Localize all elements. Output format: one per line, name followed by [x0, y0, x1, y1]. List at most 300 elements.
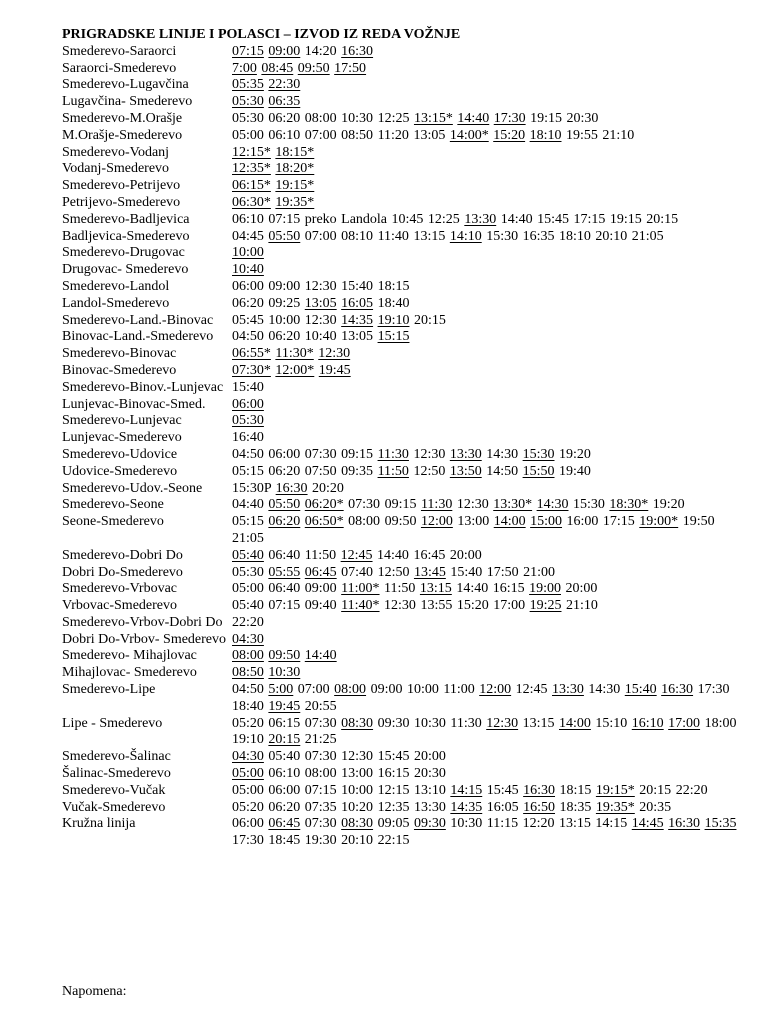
departure-time: 17:50 [486, 564, 519, 580]
departure-time: 17:50 [334, 60, 367, 76]
departure-times [232, 111, 742, 128]
departure-time: 06:30* [232, 194, 271, 210]
departure-time: 09:00 [304, 581, 337, 597]
departure-time: 04:40 [232, 497, 264, 513]
departure-time: 21:00 [523, 564, 556, 580]
departure-time: 12:30 [304, 312, 337, 328]
departure-time: 05:20 [232, 799, 264, 815]
route-name: Landol-Smederevo [62, 295, 170, 311]
departure-times [232, 229, 742, 246]
departure-time: 19:10 [377, 312, 410, 328]
departure-times [232, 363, 742, 380]
departure-time: 09:50 [268, 648, 301, 664]
departure-time: 10:00 [406, 682, 439, 698]
departure-times [232, 178, 742, 195]
timetable-row [62, 648, 742, 665]
timetable-row [62, 380, 742, 397]
departure-time: 13:10 [413, 782, 446, 798]
departure-time: 09:30 [377, 715, 410, 731]
timetable-row [62, 497, 742, 514]
departure-times [232, 548, 742, 565]
departure-time: 11:30 [420, 497, 453, 513]
departure-time: 19:50 [682, 514, 715, 530]
departure-time: 05:40 [268, 749, 301, 765]
departure-time: 07:30 [304, 816, 337, 832]
departure-time: 12:00* [275, 362, 315, 378]
departure-time: 10:00 [232, 245, 264, 261]
timetable-row [62, 111, 742, 128]
departure-time: 19:15* [595, 782, 635, 798]
departure-times [232, 497, 742, 514]
departure-time: 14:15 [595, 816, 628, 832]
departure-time: 06:40 [268, 581, 301, 597]
timetable-row [62, 262, 742, 279]
departure-time: 19:25 [529, 598, 562, 614]
departure-time: 06:20* [304, 497, 344, 513]
departure-time: 12:25 [427, 211, 460, 227]
departure-time: 12:30 [341, 749, 374, 765]
departure-time: 11:50 [384, 581, 416, 597]
departure-time: 06:10 [268, 766, 301, 782]
departure-time: 12:50 [413, 463, 446, 479]
departure-times [232, 783, 742, 800]
departure-time: 20:30 [413, 766, 446, 782]
departure-time: 07:30 [348, 497, 381, 513]
departure-times [232, 279, 742, 296]
page-title: PRIGRADSKE LINIJE I POLASCI – IZVOD IZ REDA VOŽNJE [62, 27, 461, 42]
departure-time: 09:15 [341, 446, 374, 462]
departure-time: 16:40 [232, 430, 264, 446]
departure-time: 07:35 [304, 799, 337, 815]
note-label: Napomena: [62, 984, 127, 999]
departure-time: 15:45 [377, 749, 410, 765]
departure-times [232, 514, 742, 548]
departure-time: 17:30 [232, 833, 264, 849]
departure-time: 17:15 [602, 514, 635, 530]
departure-times [232, 481, 742, 498]
route-name: Smederevo-Vodanj [62, 144, 170, 160]
departure-time: 17:30 [697, 682, 730, 698]
departure-time: 14:35 [450, 799, 483, 815]
departure-time: 16:30 [275, 480, 308, 496]
departure-time: 19:15 [530, 110, 563, 126]
departure-time: 18:15 [377, 278, 410, 294]
departure-time: 06:00 [268, 782, 301, 798]
departure-time: 12:50 [377, 564, 410, 580]
departure-time: 04:30 [232, 631, 264, 647]
departure-time: 7:00 [232, 60, 257, 76]
departure-time: 04:45 [232, 228, 264, 244]
departure-time: 21:25 [304, 732, 337, 748]
departure-time: 18:15* [275, 144, 315, 160]
route-name: Badljevica-Smederevo [62, 228, 190, 244]
departure-times [232, 648, 742, 665]
route-name: Binovac-Land.-Smederevo [62, 329, 214, 345]
departure-time: 16:15 [377, 766, 410, 782]
departure-time: 09:40 [304, 598, 337, 614]
departure-time: 12:30 [304, 278, 337, 294]
departure-times [232, 128, 742, 145]
departure-time: 06:00 [232, 396, 264, 412]
departure-time: 07:00 [304, 127, 337, 143]
route-name: Lunjevac-Smederevo [62, 430, 182, 446]
timetable-row [62, 565, 742, 582]
departure-time: 07:15 [304, 782, 337, 798]
route-name: Lugavčina- Smederevo [62, 94, 193, 110]
departure-time: 07:30* [232, 362, 271, 378]
departure-time: 14:45 [631, 816, 664, 832]
departure-time: 14:00* [449, 127, 489, 143]
departure-time: 05:45 [232, 312, 264, 328]
departure-time: 20:10 [595, 228, 628, 244]
departure-time: 13:00 [457, 514, 490, 530]
departure-time: 14:40 [457, 110, 490, 126]
departure-time: 15:30 [573, 497, 605, 513]
departure-time: 09:00 [268, 43, 301, 59]
departure-time: 05:20 [232, 715, 264, 731]
departure-time: 20:10 [341, 833, 374, 849]
timetable-row [62, 783, 742, 800]
timetable-row [62, 464, 742, 481]
departure-time: 18:10 [559, 228, 591, 244]
departure-times [232, 665, 742, 682]
departure-time: 13:30* [493, 497, 533, 513]
departure-time: 22:20 [232, 614, 264, 630]
departure-time: 15:20 [456, 598, 489, 614]
departure-time: 16:10 [631, 715, 664, 731]
timetable-row [62, 77, 742, 94]
departure-time: 13:15 [559, 816, 591, 832]
departure-time: 07:00 [304, 228, 337, 244]
departure-times [232, 397, 742, 414]
departure-time: 15:15 [377, 329, 410, 345]
departure-time: 20:15 [413, 312, 446, 328]
departure-time: 10:45 [391, 211, 424, 227]
departure-time: 06:20 [232, 295, 264, 311]
timetable-row [62, 682, 742, 716]
timetable-row [62, 716, 742, 750]
departure-time: 08:00 [334, 682, 367, 698]
departure-time: 05:55 [268, 564, 301, 580]
timetable-row [62, 94, 742, 111]
departure-time: 05:15 [232, 463, 264, 479]
departure-times [232, 195, 742, 212]
departure-time: 11:30 [450, 715, 482, 731]
departure-time: 15:45 [486, 782, 519, 798]
departure-time: 17:00 [668, 715, 701, 731]
timetable-row [62, 229, 742, 246]
route-name: Petrijevo-Smederevo [62, 194, 181, 210]
departure-times [232, 161, 742, 178]
departure-times [232, 800, 742, 817]
route-name: Smederevo-Badljevica [62, 211, 190, 227]
departure-time: 10:40 [232, 262, 264, 278]
departure-time: 11:40 [377, 228, 409, 244]
timetable-row [62, 548, 742, 565]
departure-time: 13:30 [449, 446, 482, 462]
timetable-row [62, 766, 742, 783]
route-name: Smederevo-Petrijevo [62, 178, 181, 194]
departure-time: 06:15 [268, 715, 301, 731]
departure-times [232, 766, 742, 783]
timetable-row [62, 447, 742, 464]
departure-time: 15:35 [704, 816, 737, 832]
timetable-document [62, 27, 742, 850]
departure-time: 11:30 [377, 446, 409, 462]
departure-time: 19:15 [609, 211, 642, 227]
departure-time: 19:35* [595, 799, 635, 815]
route-name: Smederevo-Binovac [62, 346, 177, 362]
departure-time: 12:45 [340, 547, 373, 563]
departure-time: 15:50 [522, 463, 555, 479]
departure-time: 20:15 [639, 782, 672, 798]
departure-time: 17:15 [573, 211, 606, 227]
departure-time: 05:35 [232, 77, 264, 93]
departure-time: 12:15 [377, 782, 410, 798]
route-name: Smederevo-Saraorci [62, 43, 177, 59]
route-name: Smederevo-Lunjevac [62, 413, 182, 429]
departure-time: 18:20* [275, 161, 315, 177]
departure-times [232, 145, 742, 162]
departure-time: 06:20 [268, 514, 301, 530]
departure-time: 09:00 [370, 682, 403, 698]
departure-time: 18:10 [529, 127, 562, 143]
departure-time: 11:50 [304, 547, 337, 563]
departure-time: 06:10 [232, 211, 264, 227]
departure-time: 08:50 [341, 127, 374, 143]
departure-time: 13:30 [552, 682, 584, 698]
departure-time: 15:00 [530, 514, 563, 530]
departure-time: 06:20 [268, 110, 301, 126]
route-name: Smederevo-Šalinac [62, 749, 171, 765]
departure-time: 22:20 [675, 782, 708, 798]
departure-times [232, 313, 742, 330]
departure-time: 05:40 [232, 598, 264, 614]
departure-times [232, 581, 742, 598]
route-name: Binovac-Smederevo [62, 362, 177, 378]
timetable-row [62, 61, 742, 78]
route-name: Smederevo-Dobri Do [62, 547, 183, 563]
departure-time: 06:15* [232, 178, 271, 194]
departure-time: 09:30 [413, 816, 446, 832]
departure-time: 05:00 [232, 766, 264, 782]
departure-time: 13:45 [413, 564, 446, 580]
departure-time: 19:00 [529, 581, 561, 597]
departure-time: 17:30 [493, 110, 526, 126]
departure-time: 07:30 [304, 715, 337, 731]
route-name: Lunjevac-Binovac-Smed. [62, 396, 206, 412]
departure-time: 12:20 [522, 816, 555, 832]
departure-time: 12:30 [486, 715, 519, 731]
route-name: Smederevo-Drugovac [62, 245, 185, 261]
departure-time: 05:50 [268, 497, 301, 513]
timetable-row [62, 615, 742, 632]
route-name: Smederevo-Vrbovac [62, 581, 178, 597]
timetable-row [62, 313, 742, 330]
departure-time: 16:30 [661, 682, 694, 698]
departure-time: 13:55 [420, 598, 453, 614]
departure-time: 13:05 [341, 329, 374, 345]
timetable-row [62, 665, 742, 682]
departure-time: 21:10 [566, 598, 598, 614]
route-name: Smederevo-M.Orašje [62, 110, 183, 126]
departure-time: 12:25 [377, 110, 410, 126]
timetable-row [62, 44, 742, 61]
departure-time: 05:00 [232, 127, 264, 143]
departure-times [232, 749, 742, 766]
departure-time: 19:00* [639, 514, 679, 530]
departure-time: 13:05 [413, 127, 446, 143]
departure-time: 09:05 [377, 816, 410, 832]
departure-time: 11:50 [377, 463, 409, 479]
route-name: Lipe - Smederevo [62, 715, 163, 731]
departure-time: 18:15 [559, 782, 592, 798]
departure-time: 18:35 [559, 799, 592, 815]
departure-times [232, 682, 742, 716]
route-name: Mihajlovac- Smederevo [62, 665, 197, 681]
departure-time: 14:40 [304, 648, 337, 664]
departure-time: 16:45 [413, 547, 446, 563]
departure-time: 06:00 [268, 446, 301, 462]
departure-times [232, 245, 742, 262]
departure-time: 08:10 [341, 228, 374, 244]
departure-time: 07:15 [268, 598, 301, 614]
departure-time: 20:00 [413, 749, 446, 765]
departure-time: 21:05 [631, 228, 664, 244]
departure-time: 11:00* [341, 581, 380, 597]
departure-time: 13:00 [341, 766, 374, 782]
departure-time: 14:15 [450, 782, 483, 798]
departure-time: 14:30 [536, 497, 569, 513]
departure-time: 05:15 [232, 514, 264, 530]
departure-times [232, 296, 742, 313]
departure-time: 14:10 [449, 228, 482, 244]
departure-times [232, 565, 742, 582]
departure-time: 09:50 [384, 514, 417, 530]
departure-times [232, 464, 742, 481]
timetable-row [62, 581, 742, 598]
departure-time: 05:30 [232, 564, 264, 580]
departure-time: 13:30 [413, 799, 446, 815]
departure-time: 16:15 [492, 581, 525, 597]
route-name: Smederevo-Vučak [62, 782, 166, 798]
departure-time: 13:15 [522, 715, 555, 731]
departure-time: 15:40 [450, 564, 483, 580]
departure-time: 05:30 [232, 110, 264, 126]
departure-times [232, 430, 742, 447]
departure-time: 10:30 [268, 665, 301, 681]
departure-time: 16:30 [523, 782, 556, 798]
route-name: Saraorci-Smederevo [62, 60, 177, 76]
timetable-row [62, 514, 742, 548]
timetable-row [62, 279, 742, 296]
timetable-row [62, 346, 742, 363]
departure-time: 20:00 [565, 581, 598, 597]
departure-time: 20:30 [566, 110, 599, 126]
departure-time: 08:00 [232, 648, 264, 664]
departure-time: 06:20 [268, 799, 301, 815]
departure-time: 13:30 [464, 211, 497, 227]
departure-time: 12:30 [384, 598, 416, 614]
departure-time: 14:40 [377, 547, 409, 563]
departure-times [232, 615, 742, 632]
departure-times [232, 61, 742, 78]
departure-time: 12:35* [232, 161, 271, 177]
departure-time: 15:30 [522, 446, 555, 462]
departure-time: 20:55 [304, 698, 337, 714]
departure-time: 19:40 [559, 463, 591, 479]
departure-time: 10:40 [304, 329, 337, 345]
departure-time: 07:00 [297, 682, 330, 698]
departure-time: 08:50 [232, 665, 264, 681]
departure-time: 04:50 [232, 329, 264, 345]
departure-time: 12:00 [479, 682, 512, 698]
departure-time: 05:50 [268, 228, 301, 244]
departure-time: 05:30 [232, 413, 264, 429]
route-name: Smederevo- Mihajlovac [62, 648, 197, 664]
departure-time: 11:15 [486, 816, 519, 832]
departure-time: 12:35 [377, 799, 410, 815]
departure-time: 14:40 [456, 581, 489, 597]
departure-time: 19:20 [652, 497, 685, 513]
departure-time: 21:05 [232, 530, 264, 546]
departure-time: 20:15 [646, 211, 679, 227]
departure-time: 07:50 [304, 463, 337, 479]
departure-time: 15:10 [595, 715, 628, 731]
timetable-rows [62, 44, 742, 850]
timetable-row [62, 481, 742, 498]
route-name: Vrbovac-Smederevo [62, 598, 178, 614]
departure-time: 19:10 [232, 732, 264, 748]
departure-time: 08:00 [304, 766, 337, 782]
departure-time: 17:00 [493, 598, 526, 614]
departure-time: 10:00 [268, 312, 301, 328]
timetable-row [62, 145, 742, 162]
departure-times [232, 380, 742, 397]
departure-time: 16:50 [523, 799, 556, 815]
departure-times [232, 212, 742, 229]
departure-time: 06:35 [268, 94, 301, 110]
departure-times [232, 346, 742, 363]
departure-time: 08:45 [261, 60, 294, 76]
departure-time: 20:15 [268, 732, 301, 748]
route-name: Kružna linija [62, 816, 136, 832]
departure-time: 16:00 [566, 514, 599, 530]
departure-time: 08:00 [348, 514, 381, 530]
departure-times [232, 329, 742, 346]
departure-time: 11:20 [377, 127, 409, 143]
departure-time: 18:40 [377, 295, 410, 311]
departure-time: 19:55 [566, 127, 598, 143]
timetable-row [62, 296, 742, 313]
timetable-row [62, 430, 742, 447]
departure-times [232, 44, 742, 61]
departure-time: 05:00 [232, 581, 264, 597]
departure-time: 15:45 [537, 211, 569, 227]
departure-time: 16:05 [341, 295, 374, 311]
departure-time: 15:30 [486, 228, 519, 244]
route-name: Drugovac- Smederevo [62, 262, 189, 278]
departure-time: 12:30 [456, 497, 489, 513]
departure-time: 06:55* [232, 346, 271, 362]
departure-time: 06:50* [304, 514, 344, 530]
departure-time: 06:20 [268, 463, 301, 479]
departure-time: 07:15 [232, 43, 264, 59]
route-name: Seone-Smederevo [62, 514, 164, 530]
departure-time: 14:00 [493, 514, 526, 530]
departure-time: 14:50 [486, 463, 519, 479]
departure-time: 21:10 [602, 127, 635, 143]
